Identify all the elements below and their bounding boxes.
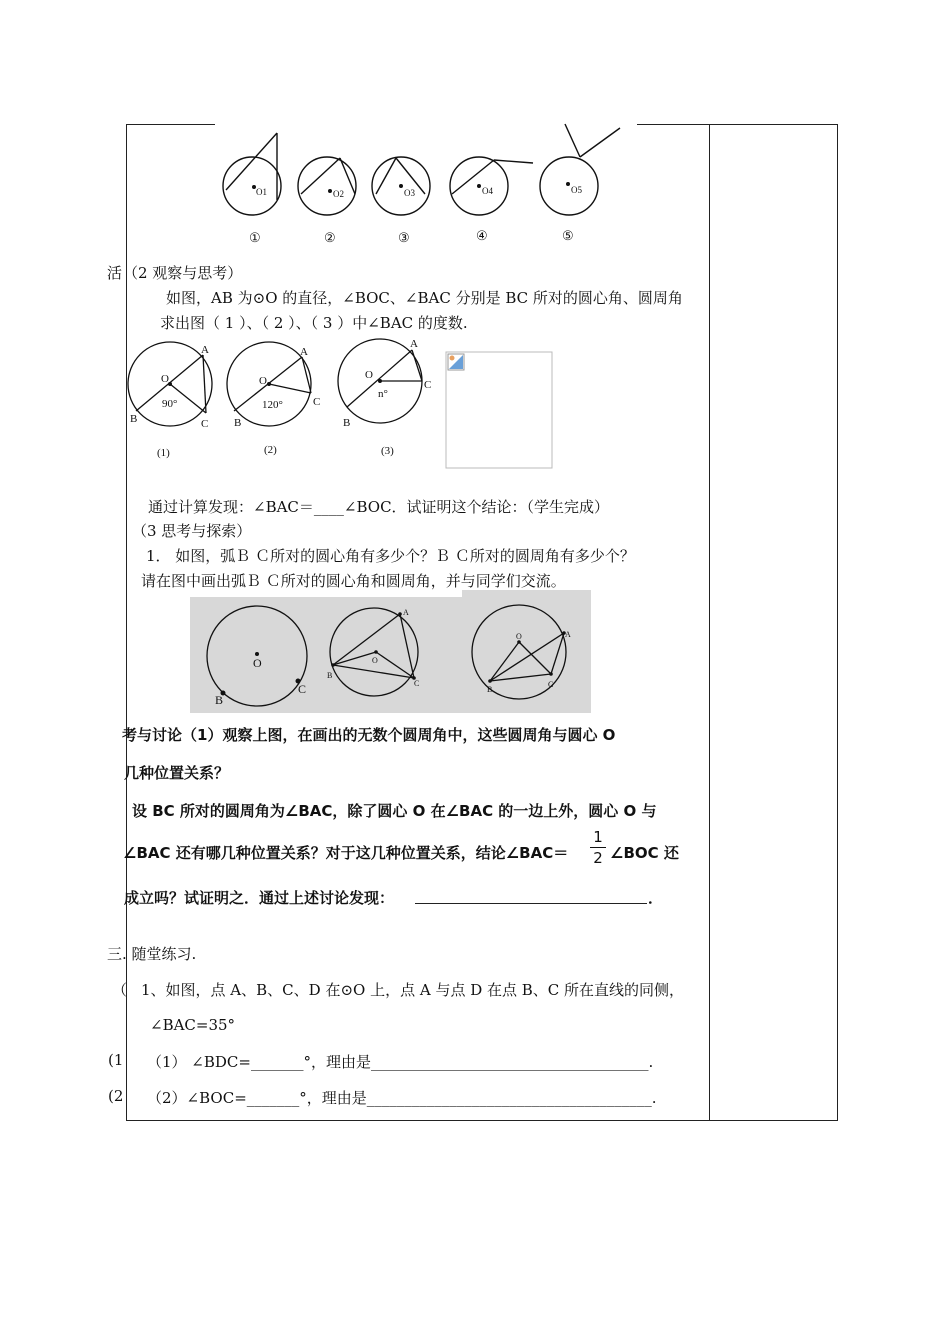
fig3-angle: n° bbox=[378, 388, 388, 400]
section2-intro-line2: 求出图（ 1 ）、（ 2 ）、（ 3 ）中∠BAC 的度数. bbox=[160, 314, 468, 332]
finding-text: 通过计算发现：∠BAC＝____∠BOC．试证明这个结论：（学生完成） bbox=[148, 498, 610, 516]
practice-heading: 三. 随堂练习. bbox=[107, 945, 197, 963]
section3-q1-line2: 请在图中画出弧Ｂ Ｃ所对的圆心角和圆周角，并与同学们交流。 bbox=[141, 572, 566, 590]
arc-fig3-label-o: O bbox=[516, 632, 522, 641]
section3-q1-line1: 1． 如图，弧Ｂ Ｃ所对的圆心角有多少个？Ｂ Ｃ所对的圆周角有多少个？ bbox=[146, 547, 635, 565]
arc-fig2-label-c: C bbox=[414, 679, 420, 688]
fig3-label-a: A bbox=[410, 338, 418, 350]
fig2-label-a: A bbox=[300, 346, 308, 358]
circle-label-3: O3 bbox=[404, 188, 415, 198]
fig1-label-a: A bbox=[201, 344, 209, 356]
section2-intro-line1: 如图，AB 为⊙O 的直径，∠BOC、∠BAC 分别是 BC 所对的圆心角、圆周角 bbox=[166, 289, 683, 307]
fig1-angle: 90° bbox=[162, 398, 178, 410]
fig3-label-o: O bbox=[365, 369, 373, 381]
figure-number-4: ④ bbox=[476, 228, 488, 243]
circle-label-5: O5 bbox=[571, 185, 582, 195]
figure-number-5: ⑤ bbox=[562, 228, 574, 243]
section3-heading: （3 思考与探索） bbox=[132, 522, 252, 540]
circle-label-4: O4 bbox=[482, 186, 493, 196]
arc-fig3-label-c: C bbox=[548, 680, 554, 689]
table-bottom-border bbox=[126, 1120, 838, 1121]
figure-number-3: ③ bbox=[398, 230, 410, 245]
fig1-caption: (1) bbox=[157, 447, 170, 459]
arc-fig2-label-o: O bbox=[372, 656, 378, 665]
fig1-label-o: O bbox=[161, 373, 169, 385]
discussion-line5-end: ． bbox=[648, 889, 664, 907]
fig3-caption: (3) bbox=[381, 445, 394, 457]
practice-q1-line2: ∠BAC=35° bbox=[150, 1016, 236, 1034]
fig2-angle: 120° bbox=[262, 399, 283, 411]
arc-fig1-label-c: C bbox=[298, 682, 307, 696]
margin-char: 活 bbox=[107, 264, 123, 282]
practice-q1-line1: 1、如图，点 A、B、C、D 在⊙O 上，点 A 与点 D 在点 B、C 所在直线的同侧， bbox=[141, 981, 685, 999]
fig2-label-o: O bbox=[259, 375, 267, 387]
discussion-line5: 成立吗？试证明之．通过上述讨论发现： bbox=[124, 889, 395, 907]
figure-number-2: ② bbox=[324, 230, 336, 245]
arc-fig2-label-a: A bbox=[403, 608, 409, 617]
circle-label-1: O1 bbox=[256, 187, 267, 197]
fraction-numerator: 1 bbox=[593, 828, 603, 846]
practice-sub2-prefix: (2 bbox=[108, 1087, 124, 1105]
arc-fig3-label-a: A bbox=[565, 630, 571, 639]
arc-fig1-label-b: B bbox=[215, 693, 224, 707]
fig2-label-c: C bbox=[313, 396, 321, 408]
discussion-line2: 几种位置关系？ bbox=[124, 764, 230, 782]
practice-sub2: （2）∠BOC=_______°，理由是______________________________________. bbox=[147, 1089, 657, 1107]
arc-fig3-label-b: B bbox=[487, 685, 493, 694]
fig2-caption: (2) bbox=[264, 444, 277, 456]
fraction bbox=[590, 828, 606, 867]
fig3-label-c: C bbox=[424, 379, 432, 391]
practice-q1-prefix: （ bbox=[112, 981, 128, 999]
answer-blank-line bbox=[415, 903, 647, 904]
arc-fig2-label-b: B bbox=[327, 671, 333, 680]
discussion-line4a: ∠BAC 还有哪几种位置关系？对于这几种位置关系，结论∠BAC＝ bbox=[123, 844, 569, 862]
fraction-denominator: 2 bbox=[593, 849, 603, 867]
fig1-label-b: B bbox=[130, 413, 138, 425]
fig3-label-b: B bbox=[343, 417, 351, 429]
practice-sub1: （1） ∠BDC=_______°，理由是_____________________________________. bbox=[147, 1053, 654, 1071]
figure-number-1: ① bbox=[249, 230, 261, 245]
circle-label-2: O2 bbox=[333, 189, 344, 199]
discussion-line3: 设 BC 所对的圆周角为∠BAC，除了圆心 O 在∠BAC 的一边上外，圆心 O 与 bbox=[132, 802, 657, 820]
fig2-label-b: B bbox=[234, 417, 242, 429]
arc-fig1-label-o: O bbox=[253, 656, 262, 670]
practice-sub1-prefix: (1 bbox=[108, 1051, 124, 1069]
discussion-line1: 考与讨论（1）观察上图，在画出的无数个圆周角中，这些圆周角与圆心 O bbox=[122, 726, 616, 744]
section2-heading: （2 观察与思考） bbox=[123, 264, 243, 282]
discussion-line4b: ∠BOC 还 bbox=[610, 844, 679, 862]
fig1-label-c: C bbox=[201, 418, 209, 430]
